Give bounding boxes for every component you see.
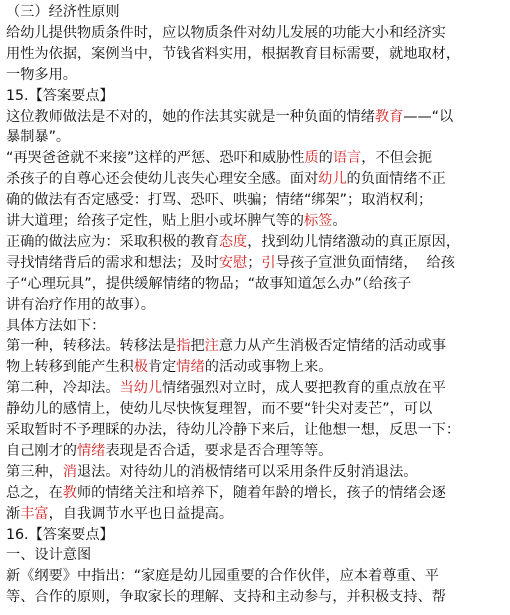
text-segment: 暴制暴”。 bbox=[6, 129, 71, 146]
text-segment: 正确的做法应为：采取积极的教育 bbox=[6, 233, 219, 250]
text-line bbox=[6, 107, 506, 127]
text-segment: 表现是否合适，要求是否合理等等。 bbox=[105, 442, 333, 459]
highlighted-text: 消 bbox=[62, 463, 77, 480]
highlighted-text: 教 bbox=[62, 484, 77, 501]
text-line bbox=[6, 253, 506, 273]
highlighted-text: 丰富 bbox=[20, 505, 49, 522]
text-segment: 确的做法有否定感受：打骂、恐吓、哄骗；情绪“绑架”；取消权利； bbox=[6, 192, 433, 209]
text-segment: 的活动或事物上来。 bbox=[204, 359, 333, 376]
text-line bbox=[6, 462, 506, 482]
text-line bbox=[6, 545, 506, 565]
text-segment: 给幼儿提供物质条件时，应以物质条件对幼儿发展的功能大小和经济实 bbox=[6, 24, 446, 41]
text-segment: ； bbox=[247, 254, 262, 271]
text-segment: 讲有治疗作用的故事）。 bbox=[6, 296, 155, 313]
text-line bbox=[6, 566, 506, 586]
text-segment: 用性为依据，案例当中，节钱省料实用，根据教育目标需要，就地取材， bbox=[6, 45, 461, 62]
text-segment: 寻找情绪背后的需求和想法；及时 bbox=[6, 254, 219, 271]
text-line bbox=[6, 295, 506, 315]
text-segment: 意力从产生消极否定情绪的活动或事 bbox=[218, 338, 446, 355]
text-segment: 等、合作的原则，争取家长的理解、支持和主动参与，并积极支持、帮 bbox=[6, 589, 446, 606]
highlighted-text: 引 bbox=[261, 254, 276, 271]
highlighted-text: 情绪 bbox=[176, 359, 205, 376]
text-segment: 渐 bbox=[6, 505, 21, 522]
text-segment: 物上转移到能产生积 bbox=[6, 359, 134, 376]
text-segment: 自己刚才的 bbox=[6, 442, 77, 459]
text-segment: 退法。对待幼儿的消极情绪可以采用条件反射消退法。 bbox=[76, 463, 418, 480]
text-line bbox=[6, 232, 506, 252]
highlighted-text: 当幼儿 bbox=[119, 380, 163, 397]
highlighted-text: 注 bbox=[204, 338, 219, 355]
text-segment: 的 bbox=[318, 150, 333, 167]
text-segment: ——“以 bbox=[403, 108, 454, 125]
text-line bbox=[6, 587, 506, 607]
text-segment: 讲大道理；给孩子定性，贴上胆小或坏脾气等的 bbox=[6, 213, 304, 229]
highlighted-text: 语言 bbox=[332, 150, 362, 167]
highlighted-text: 情绪 bbox=[76, 442, 106, 459]
text-segment: 把 bbox=[190, 338, 205, 355]
text-segment: “再哭爸爸就不来接”这样的严惩、恐吓和威胁性 bbox=[6, 150, 305, 167]
text-segment: 第一种，转移法。转移法是 bbox=[6, 338, 177, 355]
text-segment: 一物多用。 bbox=[6, 66, 77, 83]
text-segment: 。 bbox=[332, 213, 347, 229]
highlighted-text: 标签 bbox=[303, 213, 333, 229]
text-segment: 情绪强烈对立时，成人要把教育的重点放在平 bbox=[162, 380, 446, 397]
text-segment: 新《纲要》中指出：“家庭是幼儿园重要的合作伙伴，应本着尊重、平 bbox=[6, 568, 439, 585]
highlighted-text: 质 bbox=[304, 150, 319, 167]
text-line bbox=[6, 441, 506, 461]
highlighted-text: 态度 bbox=[218, 233, 248, 250]
text-line bbox=[6, 483, 506, 503]
text-line bbox=[6, 316, 506, 336]
text-line bbox=[6, 86, 506, 106]
text-line bbox=[6, 65, 506, 85]
text-segment: ，找到幼儿情绪激动的真正原因， bbox=[247, 233, 461, 250]
text-segment: 的负面情绪不正 bbox=[346, 171, 446, 188]
text-line bbox=[6, 23, 506, 43]
highlighted-text: 教育 bbox=[374, 108, 404, 125]
text-segment: 这位教师做法是不对的，她的作法其实就是一种负面的情绪 bbox=[6, 108, 375, 125]
text-line bbox=[6, 44, 506, 64]
text-segment: 16.【答案要点】 bbox=[6, 526, 114, 543]
text-line bbox=[6, 274, 506, 294]
text-line bbox=[6, 148, 506, 168]
text-segment: 具体方法如下： bbox=[6, 317, 106, 334]
text-segment: 采取暂时不予理睬的办法，待幼儿冷静下来后，让他想一想，反思一下： bbox=[6, 422, 461, 438]
highlighted-text: 指 bbox=[176, 338, 191, 355]
text-segment: 15.【答案要点】 bbox=[6, 87, 114, 104]
text-line bbox=[6, 525, 506, 545]
text-line bbox=[6, 357, 506, 377]
text-segment: 静幼儿的感情上，使幼儿尽快恢复理智，而不要“针尖对麦芒”，可以 bbox=[6, 401, 433, 418]
text-segment: 杀孩子的自尊心还会使幼儿丧失心理安全感。面对 bbox=[6, 171, 319, 188]
text-line bbox=[6, 504, 506, 524]
text-segment: 师的情绪关注和培养下，随着年龄的增长，孩子的情绪会逐 bbox=[76, 484, 446, 501]
text-segment: 总之，在 bbox=[6, 484, 63, 501]
text-line bbox=[6, 211, 506, 231]
text-segment: （三）经济性原则 bbox=[6, 4, 120, 20]
text-segment: ，自我调节水平也日益提高。 bbox=[48, 505, 234, 522]
highlighted-text: 极 bbox=[133, 359, 148, 376]
highlighted-text: 安慰 bbox=[218, 254, 248, 271]
text-segment: 子“心理玩具”，提供缓解情绪的物品；“故事知道怎么办”（给孩子 bbox=[6, 275, 412, 292]
text-line bbox=[6, 169, 506, 189]
text-segment: ，不但会扼 bbox=[361, 150, 433, 167]
text-line bbox=[6, 399, 506, 419]
text-line bbox=[6, 190, 506, 210]
text-line bbox=[6, 378, 506, 398]
text-line bbox=[6, 2, 506, 22]
text-segment: 肯定 bbox=[147, 359, 177, 376]
text-segment: 导孩子宣泄负面情绪， 给孩 bbox=[275, 254, 455, 271]
text-segment: 第三种， bbox=[6, 463, 63, 480]
text-segment: 一、设计意图 bbox=[6, 547, 92, 564]
text-line bbox=[6, 336, 506, 356]
text-segment: 第二种，冷却法。 bbox=[6, 380, 120, 397]
text-line bbox=[6, 127, 506, 147]
highlighted-text: 幼儿 bbox=[318, 171, 347, 188]
text-line bbox=[6, 420, 506, 440]
